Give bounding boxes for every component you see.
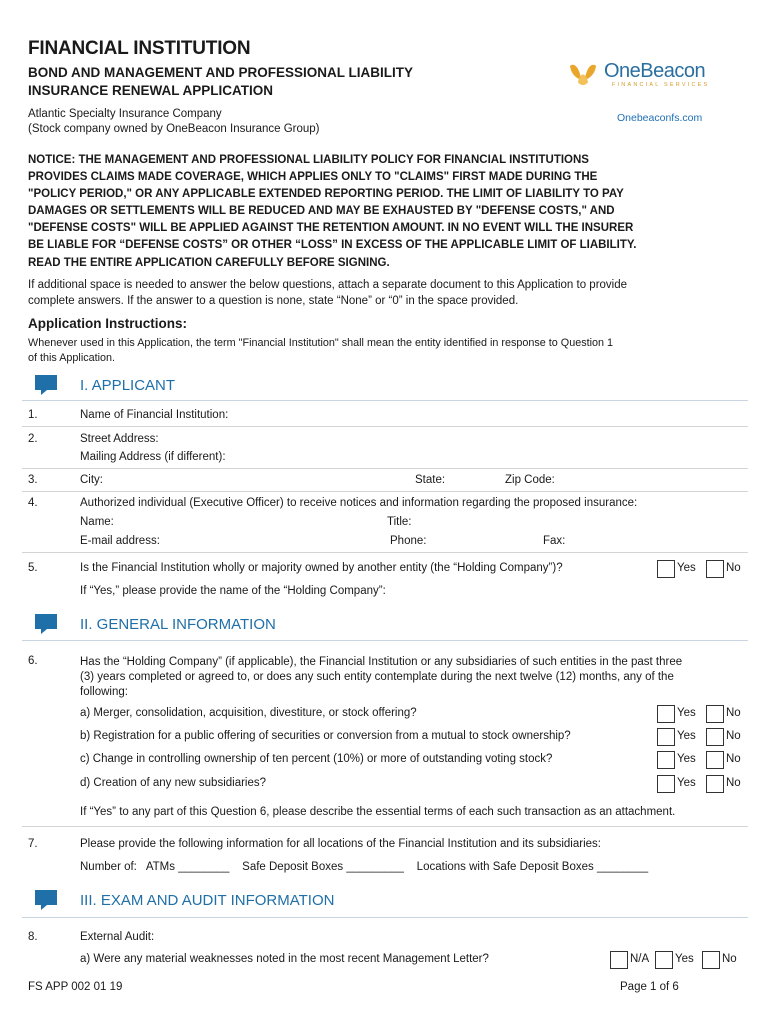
form-subtitle xyxy=(28,64,498,100)
instructions-line: of this Application. xyxy=(28,351,116,364)
notice-line: BE LIABLE FOR “DEFENSE COSTS” OR OTHER “LOSS” IN EXCESS OF THE APPLICABLE LIMIT OF LIABILITY. xyxy=(28,239,637,252)
website-link[interactable]: Onebeaconfs.com xyxy=(617,112,703,124)
note-line: complete answers. If the answer to a question is none, state “None” or “0” in the space provided. xyxy=(28,294,519,307)
row-divider xyxy=(22,826,748,827)
q3-city-label: City: xyxy=(80,474,103,486)
notice-line: "DEFENSE COSTS" WILL BE APPLIED AGAINST THE RETENTION AMOUNT. IN NO EVENT WILL THE INSURER xyxy=(28,222,634,235)
page-number: Page 1 of 6 xyxy=(620,981,679,993)
q6-line: Has the “Holding Company” (if applicable), the Financial Institution or any subsidiaries of such entities in the past three xyxy=(80,656,683,668)
q4-title-label: Title: xyxy=(387,516,412,528)
q2-mailing-label: Mailing Address (if different): xyxy=(80,451,226,463)
q6d-label: d) Creation of any new subsidiaries? xyxy=(80,777,267,789)
no-label: No xyxy=(722,953,737,965)
yes-label: Yes xyxy=(675,953,694,965)
q6c-yes-checkbox[interactable] xyxy=(657,751,675,769)
instructions-text xyxy=(28,336,708,365)
no-label: No xyxy=(726,730,741,742)
question-number: 4. xyxy=(28,497,38,509)
q6c-no-checkbox[interactable] xyxy=(706,751,724,769)
section-general-info-title: II. GENERAL INFORMATION xyxy=(80,616,276,633)
question-number: 2. xyxy=(28,433,38,445)
q6d-no-checkbox[interactable] xyxy=(706,775,724,793)
yes-label: Yes xyxy=(677,777,696,789)
yes-label: Yes xyxy=(677,730,696,742)
q7-fields: Number of: ATMs ________ Safe Deposit Boxes _________ Locations with Safe Deposit Boxes ________ xyxy=(80,861,649,873)
onebeacon-logo xyxy=(566,58,726,92)
yes-label: Yes xyxy=(677,753,696,765)
section-divider xyxy=(22,400,748,401)
question-number: 1. xyxy=(28,409,38,421)
speech-bubble-icon xyxy=(33,612,59,636)
notice-line: "POLICY PERIOD," OR ANY APPLICABLE EXTENDED REPORTING PERIOD. THE LIMIT OF LIABILITY TO PAY xyxy=(28,188,624,201)
no-label: No xyxy=(726,753,741,765)
q5-no-checkbox[interactable] xyxy=(706,560,724,578)
q8a-label: a) Were any material weaknesses noted in the most recent Management Letter? xyxy=(80,953,489,965)
row-divider xyxy=(22,426,748,427)
notice-line: DAMAGES OR SETTLEMENTS WILL BE REDUCED AND MAY BE EXHAUSTED BY "DEFENSE COSTS," AND xyxy=(28,205,615,218)
speech-bubble-icon xyxy=(33,373,59,397)
q4-phone-label: Phone: xyxy=(390,535,427,547)
q4-email-label: E-mail address: xyxy=(80,535,160,547)
q4-fax-label: Fax: xyxy=(543,535,566,547)
notice-block xyxy=(28,152,728,272)
yes-label: Yes xyxy=(677,707,696,719)
question-number: 5. xyxy=(28,562,38,574)
q6a-no-checkbox[interactable] xyxy=(706,705,724,723)
q7-label: Please provide the following information for all locations of the Financial Institution and its subsidiaries: xyxy=(80,838,601,850)
logo-name: OneBeacon xyxy=(604,60,706,82)
q6b-label: b) Registration for a public offering of securities or conversion from a mutual to stock ownership? xyxy=(80,730,571,742)
no-label: No xyxy=(726,777,741,789)
q6a-label: a) Merger, consolidation, acquisition, divestiture, or stock offering? xyxy=(80,707,417,719)
subtitle-line: BOND AND MANAGEMENT AND PROFESSIONAL LIABILITY xyxy=(28,65,414,80)
q3-state-label: State: xyxy=(415,474,446,486)
q8a-yes-checkbox[interactable] xyxy=(655,951,673,969)
row-divider xyxy=(22,491,748,492)
q5-label: Is the Financial Institution wholly or majority owned by another entity (the “Holding Company”)? xyxy=(80,562,563,574)
q8-label: External Audit: xyxy=(80,931,155,943)
q2-street-label: Street Address: xyxy=(80,433,159,445)
question-number: 6. xyxy=(28,655,38,667)
q6-line: following: xyxy=(80,686,128,698)
company-owner: (Stock company owned by OneBeacon Insurance Group) xyxy=(28,123,320,135)
question-number: 8. xyxy=(28,931,38,943)
q6-followup: If “Yes” to any part of this Question 6, please describe the essential terms of each such transaction as an attachment. xyxy=(80,806,676,818)
beacon-logo-icon xyxy=(566,60,602,90)
q8a-na-checkbox[interactable] xyxy=(610,951,628,969)
q8a-no-checkbox[interactable] xyxy=(702,951,720,969)
form-id: FS APP 002 01 19 xyxy=(28,981,123,993)
section-exam-audit-title: III. EXAM AND AUDIT INFORMATION xyxy=(80,892,335,909)
q5-followup: If “Yes,” please provide the name of the “Holding Company”: xyxy=(80,585,386,597)
q6-line: (3) years completed or agreed to, or does any such entity contemplate during the next twelve (12) months, any of the xyxy=(80,671,674,683)
form-title: FINANCIAL INSTITUTION xyxy=(28,38,251,59)
q6a-yes-checkbox[interactable] xyxy=(657,705,675,723)
q3-zip-label: Zip Code: xyxy=(505,474,555,486)
q5-yes-checkbox[interactable] xyxy=(657,560,675,578)
subtitle-line: INSURANCE RENEWAL APPLICATION xyxy=(28,83,274,98)
note-line: If additional space is needed to answer the below questions, attach a separate document to this Application to provide xyxy=(28,279,628,291)
section-divider xyxy=(22,640,748,641)
q6b-no-checkbox[interactable] xyxy=(706,728,724,746)
yes-label: Yes xyxy=(677,562,696,574)
notice-line: NOTICE: THE MANAGEMENT AND PROFESSIONAL LIABILITY POLICY FOR FINANCIAL INSTITUTIONS xyxy=(28,154,589,166)
row-divider xyxy=(22,552,748,553)
q6-label xyxy=(80,655,748,700)
q4-name-label: Name: xyxy=(80,516,114,528)
q6d-yes-checkbox[interactable] xyxy=(657,775,675,793)
section-divider xyxy=(22,917,748,918)
row-divider xyxy=(22,468,748,469)
q4-label: Authorized individual (Executive Officer) to receive notices and information regarding the proposed insurance: xyxy=(80,497,638,509)
additional-space-note xyxy=(28,278,728,309)
q6c-label: c) Change in controlling ownership of ten percent (10%) or more of outstanding voting stock? xyxy=(80,753,553,765)
na-label: N/A xyxy=(630,953,650,965)
question-number: 7. xyxy=(28,838,38,850)
notice-line: PROVIDES CLAIMS MADE COVERAGE, WHICH APPLIES ONLY TO "CLAIMS" FIRST MADE DURING THE xyxy=(28,171,598,184)
q6b-yes-checkbox[interactable] xyxy=(657,728,675,746)
company-name: Atlantic Specialty Insurance Company xyxy=(28,108,222,120)
question-number: 3. xyxy=(28,474,38,486)
no-label: No xyxy=(726,707,741,719)
notice-line: READ THE ENTIRE APPLICATION CAREFULLY BEFORE SIGNING. xyxy=(28,256,390,269)
company-info xyxy=(28,107,320,137)
speech-bubble-icon xyxy=(33,888,59,912)
instructions-heading: Application Instructions: xyxy=(28,316,188,331)
section-applicant-title: I. APPLICANT xyxy=(80,377,176,394)
logo-tagline: FINANCIAL SERVICES xyxy=(612,82,710,88)
q1-label: Name of Financial Institution: xyxy=(80,409,229,421)
no-label: No xyxy=(726,562,741,574)
instructions-line: Whenever used in this Application, the term "Financial Institution" shall mean the entity identified in response to Question 1 xyxy=(28,337,614,349)
